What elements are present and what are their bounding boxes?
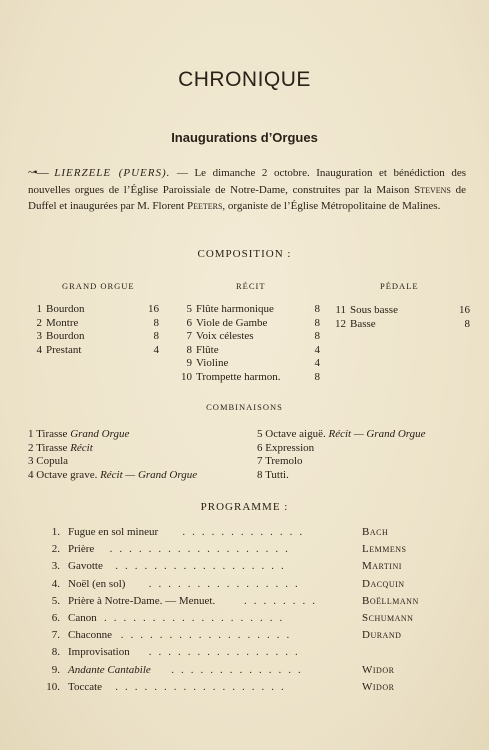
builder-name: Stevens bbox=[414, 183, 451, 196]
dot-leader: .................. bbox=[120, 629, 297, 642]
stop-number: 1 bbox=[36, 303, 42, 315]
programme-item bbox=[40, 629, 460, 645]
stop-row bbox=[28, 330, 85, 342]
combination-item bbox=[257, 455, 303, 467]
programme-item bbox=[40, 681, 460, 697]
stop-row bbox=[178, 357, 228, 369]
programme-composer: Widor bbox=[362, 663, 395, 676]
programme-title: Improvisation bbox=[68, 646, 130, 659]
combination-number: 1 bbox=[28, 428, 37, 440]
programme-composer: Durand bbox=[362, 629, 402, 642]
programme-item bbox=[40, 646, 460, 662]
combination-item bbox=[28, 469, 197, 481]
stop-size: 16 bbox=[459, 304, 470, 316]
programme-number: 3. bbox=[51, 560, 60, 573]
stop-number: 5 bbox=[186, 303, 192, 315]
stop-name: Sous basse bbox=[350, 304, 398, 316]
combination-number: 2 bbox=[28, 441, 37, 454]
programme-item bbox=[40, 543, 460, 559]
stop-row bbox=[178, 303, 274, 315]
stop-size: 8 bbox=[153, 330, 159, 342]
combination-item bbox=[28, 428, 129, 440]
combination-text: Tirasse bbox=[36, 428, 71, 440]
combination-item bbox=[28, 455, 68, 467]
combination-item bbox=[257, 442, 314, 454]
programme-title: Prière bbox=[68, 543, 95, 556]
stop-name: Bourdon bbox=[46, 330, 85, 342]
stop-size: 4 bbox=[314, 357, 320, 369]
programme-title: Toccate bbox=[68, 680, 103, 693]
section-subtitle: Inaugurations d’Orgues bbox=[171, 130, 318, 145]
stop-row bbox=[332, 304, 398, 316]
combination-text: Octave grave. bbox=[36, 468, 101, 481]
combinaisons-heading: COMBINAISONS bbox=[206, 402, 283, 412]
stop-row bbox=[178, 317, 267, 329]
programme-number: 1. bbox=[51, 526, 60, 538]
page-title: CHRONIQUE bbox=[178, 68, 311, 91]
organist-name: Peeters bbox=[186, 200, 223, 212]
dot-leader: ........ bbox=[244, 594, 322, 607]
stop-row bbox=[178, 344, 219, 356]
dot-leader: ................ bbox=[148, 577, 305, 590]
programme-number: 2. bbox=[51, 543, 60, 556]
combination-number: 4 bbox=[28, 468, 37, 481]
programme-composer: Schumann bbox=[362, 612, 414, 624]
programme-title: Fugue en sol mineur bbox=[68, 526, 159, 538]
programme-item bbox=[40, 578, 460, 594]
programme-composer: Bach bbox=[362, 526, 389, 538]
programme-number: 4. bbox=[51, 577, 60, 590]
dot-leader: .................. bbox=[115, 680, 291, 693]
stop-size: 8 bbox=[314, 370, 320, 383]
programme-title: Chaconne bbox=[68, 629, 112, 642]
programme-title: Prière à Notre-Dame. — Menuet. bbox=[68, 594, 216, 607]
programme-number: 5. bbox=[51, 594, 60, 607]
programme-item bbox=[40, 612, 460, 628]
programme-composer: Widor bbox=[362, 680, 395, 693]
intro-paragraph bbox=[28, 164, 466, 215]
combination-manual: Récit — Grand Orgue bbox=[328, 428, 426, 440]
stop-name: Prestant bbox=[46, 343, 82, 356]
combination-text: Tremolo bbox=[265, 455, 303, 467]
pedale-heading: PÉDALE bbox=[380, 281, 419, 291]
programme-item bbox=[40, 526, 460, 542]
swash-ornament: ~•— bbox=[28, 165, 48, 179]
dot-leader: ................... bbox=[109, 543, 295, 556]
paragraph-text-2: de Duffel et inaugurées par M. Florent bbox=[28, 183, 466, 212]
stop-name: Flûte harmonique bbox=[196, 303, 274, 315]
combination-item bbox=[257, 469, 289, 481]
combination-item bbox=[28, 442, 93, 454]
stop-size: 4 bbox=[314, 343, 320, 356]
place-name: LIERZELE (PUERS). bbox=[54, 167, 171, 179]
stop-size: 8 bbox=[314, 303, 320, 315]
recit-heading: RÉCIT bbox=[236, 281, 266, 291]
programme-title: Gavotte bbox=[68, 560, 103, 573]
combination-manual: Grand Orgue bbox=[70, 428, 130, 440]
stop-number: 11 bbox=[335, 304, 346, 316]
stop-row bbox=[28, 317, 78, 329]
stop-size: 16 bbox=[148, 303, 159, 315]
programme-number: 8. bbox=[51, 646, 60, 659]
stop-number: 4 bbox=[36, 343, 42, 356]
stop-number: 6 bbox=[186, 316, 192, 329]
programme-title: Andante Cantabile bbox=[68, 663, 151, 676]
combination-text: Tutti. bbox=[265, 468, 289, 481]
composition-heading: COMPOSITION : bbox=[197, 248, 292, 260]
stop-row bbox=[178, 371, 281, 383]
combination-number: 3 bbox=[28, 455, 37, 467]
dot-leader: .............. bbox=[171, 663, 308, 676]
combination-manual: Récit — Grand Orgue bbox=[100, 468, 198, 481]
stop-number: 9 bbox=[186, 357, 192, 369]
grand-orgue-heading: GRAND ORGUE bbox=[62, 281, 135, 291]
stop-name: Montre bbox=[46, 316, 79, 329]
programme-item bbox=[40, 560, 460, 576]
programme-number: 7. bbox=[51, 629, 60, 642]
combination-number: 8 bbox=[257, 468, 266, 481]
stop-number: 2 bbox=[36, 316, 42, 329]
stop-number: 3 bbox=[36, 330, 42, 342]
stop-name: Violine bbox=[196, 357, 229, 369]
combination-text: Tirasse bbox=[36, 441, 71, 454]
stop-name: Flûte bbox=[196, 343, 219, 356]
paragraph-text-1: — Le dimanche 2 octobre. Inauguration et bénédiction des nouvelles orgues de l’Église Paroissiale de Notre-Dame, construites par la Maison bbox=[28, 167, 466, 196]
stop-number: 12 bbox=[335, 317, 346, 330]
dot-leader: ............. bbox=[182, 526, 310, 538]
combination-manual: Récit bbox=[70, 441, 93, 454]
stop-size: 8 bbox=[464, 317, 470, 330]
programme-heading: PROGRAMME : bbox=[200, 501, 289, 513]
combination-item bbox=[257, 428, 426, 440]
paragraph-text-3: , organiste de l’Église Métropolitaine de Malines. bbox=[222, 200, 441, 212]
combination-number: 5 bbox=[257, 428, 266, 440]
combination-text: Octave aiguë. bbox=[265, 428, 329, 440]
stop-size: 8 bbox=[314, 330, 320, 342]
dot-leader: .................. bbox=[115, 560, 291, 573]
stop-name: Basse bbox=[350, 317, 376, 330]
dot-leader: ................ bbox=[148, 646, 305, 659]
combination-number: 6 bbox=[257, 441, 266, 454]
stop-row bbox=[28, 344, 81, 356]
stop-size: 4 bbox=[153, 343, 159, 356]
programme-composer: Martini bbox=[362, 560, 402, 573]
programme-composer: Dacquin bbox=[362, 577, 405, 590]
stop-size: 8 bbox=[153, 316, 159, 329]
programme-number: 9. bbox=[51, 663, 60, 676]
programme-title: Canon bbox=[68, 612, 97, 624]
stop-row bbox=[332, 318, 376, 330]
stop-name: Voix célestes bbox=[196, 330, 254, 342]
combination-text: Expression bbox=[265, 441, 315, 454]
programme-item bbox=[40, 595, 460, 611]
programme-item bbox=[40, 664, 460, 680]
stop-row bbox=[178, 330, 254, 342]
programme-composer: Lemmens bbox=[362, 543, 407, 556]
stop-number: 10 bbox=[181, 370, 192, 383]
stop-name: Trompette harmon. bbox=[196, 370, 281, 383]
combination-number: 7 bbox=[257, 455, 266, 467]
combination-text: Copula bbox=[36, 455, 69, 467]
programme-number: 10. bbox=[46, 680, 60, 693]
stop-name: Bourdon bbox=[46, 303, 85, 315]
stop-number: 8 bbox=[186, 343, 192, 356]
programme-number: 6. bbox=[51, 612, 60, 624]
programme-title: Noël (en sol) bbox=[68, 577, 126, 590]
programme-composer: Boëllmann bbox=[362, 594, 419, 607]
stop-number: 7 bbox=[186, 330, 192, 342]
stop-size: 8 bbox=[314, 316, 320, 329]
stop-name: Viole de Gambe bbox=[196, 316, 268, 329]
dot-leader: ................... bbox=[104, 612, 290, 624]
stop-row bbox=[28, 303, 85, 315]
